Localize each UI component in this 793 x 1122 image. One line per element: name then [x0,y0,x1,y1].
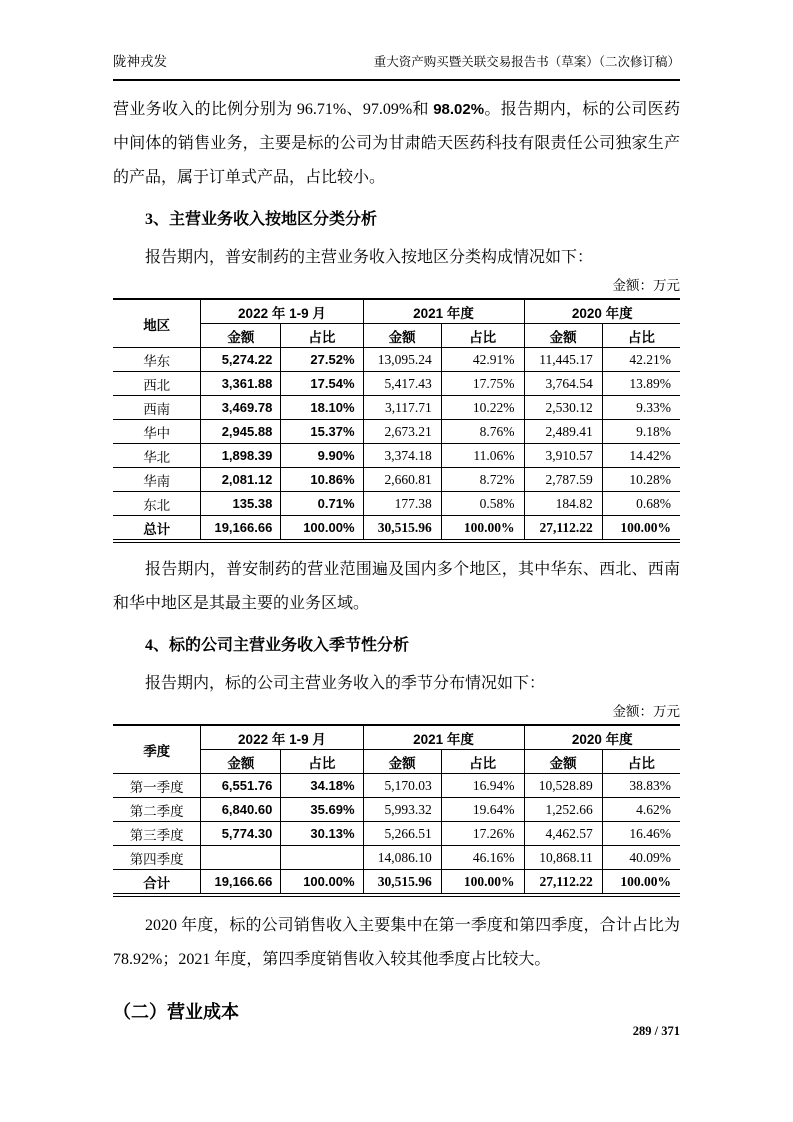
table-cell: 19,166.66 [201,516,281,542]
table-cell: 6,551.76 [201,774,281,798]
table-cell: 42.21% [602,348,680,372]
unit-label-region: 金额：万元 [612,278,680,293]
table-cell: 17.26% [441,822,524,846]
table-cell: 42.91% [441,348,524,372]
table-cell: 2,530.12 [524,396,602,420]
table-cell: 2,787.59 [524,468,602,492]
subheader-amount: 金额 [524,750,602,774]
table-cell: 5,170.03 [363,774,441,798]
table-row [113,348,680,372]
table-cell: 100.00% [602,516,680,542]
table-row [113,798,680,822]
table-cell: 3,117.71 [363,396,441,420]
table-row [113,492,680,516]
table-cell: 38.83% [602,774,680,798]
table-cell: 184.82 [524,492,602,516]
highlighted-percentage: 98.02% [433,101,485,118]
table-cell: 9.18% [602,420,680,444]
table-cell: 15.37% [281,420,363,444]
table-cell: 16.94% [441,774,524,798]
table-cell: 0.58% [441,492,524,516]
subheader-amount: 金额 [524,324,602,348]
table-cell: 11,445.17 [524,348,602,372]
col-header-2021: 2021 年度 [363,299,524,324]
row-label: 华北 [113,444,201,468]
table-header-row [113,725,680,750]
table-cell: 100.00% [441,516,524,542]
subheader-amount: 金额 [201,324,281,348]
paragraph-revenue-ratio [113,93,680,195]
table-cell [281,846,363,870]
heading-operating-cost: （二）营业成本 [113,1002,239,1022]
table-cell: 8.76% [441,420,524,444]
col-header-2020: 2020 年度 [524,725,680,750]
row-label: 华中 [113,420,201,444]
row-label: 西北 [113,372,201,396]
col-header-2021: 2021 年度 [363,725,524,750]
table-cell: 1,252.66 [524,798,602,822]
row-label: 华南 [113,468,201,492]
header-report-title: 重大资产购买暨关联交易报告书（草案）（二次修订稿） [373,55,680,69]
col-header-2020: 2020 年度 [524,299,680,324]
table-cell: 10.86% [281,468,363,492]
table-cell: 10.28% [602,468,680,492]
table-cell: 35.69% [281,798,363,822]
table-cell: 0.68% [602,492,680,516]
table-cell: 2,660.81 [363,468,441,492]
table-cell: 4,462.57 [524,822,602,846]
heading-season-analysis: 4、标的公司主营业务收入季节性分析 [145,637,410,654]
table-cell: 5,266.51 [363,822,441,846]
table-cell: 27,112.22 [524,870,602,896]
table-cell: 3,469.78 [201,396,281,420]
subheader-ratio: 占比 [441,750,524,774]
table-cell [201,846,281,870]
table-cell: 100.00% [281,870,363,896]
paragraph-text: 营业务收入的比例分别为 96.71%、97.09%和 [113,101,434,118]
table-cell: 13.89% [602,372,680,396]
table-cell: 16.46% [602,822,680,846]
row-label: 西南 [113,396,201,420]
table-cell: 10,528.89 [524,774,602,798]
table-cell: 27,112.22 [524,516,602,542]
table-row [113,396,680,420]
table-cell: 177.38 [363,492,441,516]
col-header-2022: 2022 年 1-9 月 [201,299,363,324]
paragraph-region-intro: 报告期内，普安制药的主营业务收入按地区分类构成情况如下： [145,249,594,266]
table-cell: 14.42% [602,444,680,468]
table-cell: 3,374.18 [363,444,441,468]
table-row [113,846,680,870]
table-cell: 100.00% [602,870,680,896]
document-header [113,50,680,81]
table-cell: 2,673.21 [363,420,441,444]
table-cell: 2,489.41 [524,420,602,444]
row-label: 合计 [113,870,201,896]
table-cell: 0.71% [281,492,363,516]
table-cell: 3,764.54 [524,372,602,396]
table-cell: 4.62% [602,798,680,822]
table-cell: 5,274.22 [201,348,281,372]
table-cell: 8.72% [441,468,524,492]
paragraph-season-intro: 报告期内，标的公司主营业务收入的季节分布情况如下： [145,675,546,692]
table-cell: 40.09% [602,846,680,870]
table-cell: 2,945.88 [201,420,281,444]
table-row [113,420,680,444]
table-cell: 9.90% [281,444,363,468]
unit-label-season: 金额：万元 [612,704,680,719]
subheader-amount: 金额 [363,324,441,348]
page-number: 289 / 371 [632,1024,680,1038]
subheader-ratio: 占比 [441,324,524,348]
table-row [113,444,680,468]
table-row [113,774,680,798]
table-cell: 13,095.24 [363,348,441,372]
table-cell: 100.00% [441,870,524,896]
subheader-amount: 金额 [201,750,281,774]
table-cell: 2,081.12 [201,468,281,492]
col-header-quarter: 季度 [113,725,201,774]
subheader-ratio: 占比 [602,750,680,774]
table-cell: 17.75% [441,372,524,396]
table-cell: 34.18% [281,774,363,798]
table-cell: 30,515.96 [363,516,441,542]
row-label: 第一季度 [113,774,201,798]
heading-region-analysis: 3、主营业务收入按地区分类分析 [145,211,378,228]
subheader-ratio: 占比 [281,324,363,348]
table-cell: 17.54% [281,372,363,396]
table-row [113,516,680,542]
table-cell: 19.64% [441,798,524,822]
paragraph-text: 。报告期内，标的公司医药中间体的销售业务，主要是标的公司为甘肃皓天医药科技有限责任公司独家生产的产品，属于订单式产品，占比较小。 [113,101,680,186]
table-row [113,372,680,396]
table-cell: 100.00% [281,516,363,542]
table-cell: 30.13% [281,822,363,846]
table-cell: 5,993.32 [363,798,441,822]
table-cell: 6,840.60 [201,798,281,822]
table-cell: 14,086.10 [363,846,441,870]
table-cell: 19,166.66 [201,870,281,896]
region-revenue-table [113,298,680,543]
row-label: 东北 [113,492,201,516]
table-cell: 9.33% [602,396,680,420]
table-row [113,870,680,896]
subheader-ratio: 占比 [281,750,363,774]
table-cell: 3,361.88 [201,372,281,396]
table-cell: 5,417.43 [363,372,441,396]
table-cell: 46.16% [441,846,524,870]
col-header-region: 地区 [113,299,201,348]
table-cell: 135.38 [201,492,281,516]
header-company-name: 陇神戎发 [113,54,167,69]
row-label: 第三季度 [113,822,201,846]
row-label: 华东 [113,348,201,372]
table-row [113,468,680,492]
subheader-ratio: 占比 [602,324,680,348]
row-label: 总计 [113,516,201,542]
table-cell: 30,515.96 [363,870,441,896]
table-cell: 3,910.57 [524,444,602,468]
table-cell: 11.06% [441,444,524,468]
paragraph-season-summary: 2020 年度，标的公司销售收入主要集中在第一季度和第四季度，合计占比为 78.92%；2021 年度，第四季度销售收入较其他季度占比较大。 [113,917,680,968]
paragraph-region-summary: 报告期内，普安制药的营业范围遍及国内多个地区，其中华东、西北、西南和华中地区是其最主要的业务区域。 [113,561,680,612]
col-header-2022: 2022 年 1-9 月 [201,725,363,750]
row-label: 第四季度 [113,846,201,870]
table-cell: 18.10% [281,396,363,420]
subheader-amount: 金额 [363,750,441,774]
table-cell: 10.22% [441,396,524,420]
season-revenue-table [113,724,680,897]
table-cell: 1,898.39 [201,444,281,468]
table-cell: 5,774.30 [201,822,281,846]
row-label: 第二季度 [113,798,201,822]
table-row [113,822,680,846]
table-header-row [113,299,680,324]
table-cell: 10,868.11 [524,846,602,870]
table-cell: 27.52% [281,348,363,372]
